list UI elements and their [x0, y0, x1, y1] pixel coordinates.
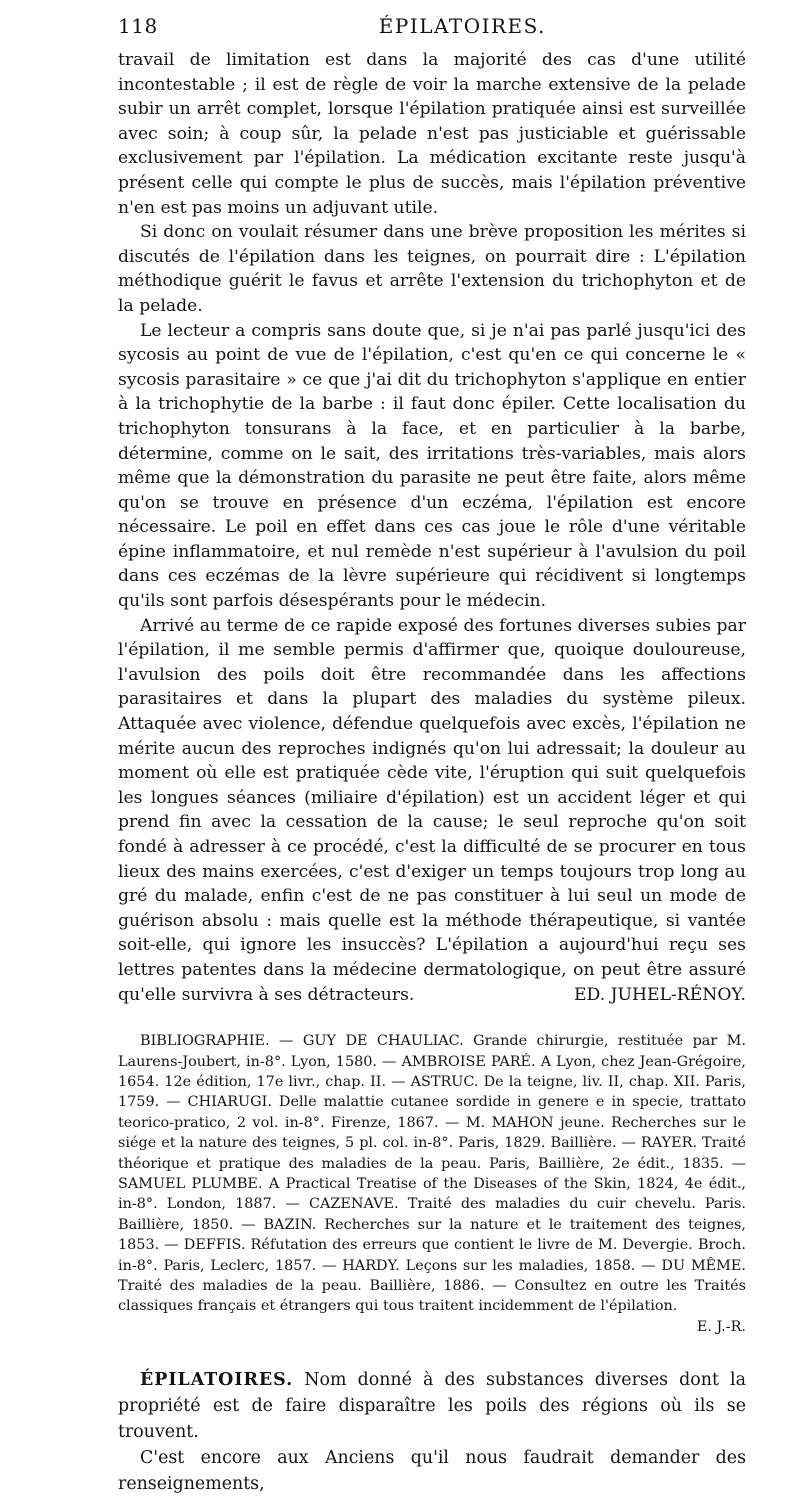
next-entry — [118, 1367, 746, 1497]
entry-headword: ÉPILATOIRES. — [140, 1370, 294, 1391]
article-body — [118, 48, 746, 1007]
entry-text: Nom donné à des substances diverses dont la propriété est de faire disparaître les poils des régions où ils se trouvent. — [118, 1370, 746, 1443]
paragraph: travail de limitation est dans la majorité des cas d'une utilité incontestable ; il est de règle de voir la marche extensive de la pelade subir un arrêt complet, lorsque l'épilation pratiquée ainsi est surveillée avec soin; à coup sûr, la pelade n'est pas justiciable et guérissable exclusivement par l'épilation. La médication excitante reste jusqu'à présent celle qui compte le plus de succès, mais l'épilation préventive n'en est pas moins un adjuvant utile. — [118, 50, 746, 218]
paragraph: Si donc on voulait résumer dans une brève proposition les mérites si discutés de l'épilation dans les teignes, on pourrait dire : L'épilation méthodique guérit le favus et arrête l'extension du trichophyton et de la pelade. — [118, 222, 746, 316]
running-header — [118, 14, 746, 48]
author-signature: ED. JUHEL-RÉNOY. — [574, 984, 746, 1005]
paragraph — [118, 614, 746, 1008]
bibliography-signature: E. J.-R. — [696, 1318, 746, 1335]
paragraph-text: Arrivé au terme de ce rapide exposé des fortunes diverses subies par l'épilation, il me semble permis d'affirmer que, quoique douloureuse, l'avulsion des poils doit être recommandée dans les affections parasitaires et dans la plupart des maladies du système pileux. Attaquée avec violence, défendue quelquefois avec excès, l'épilation ne mérite aucun des reproches indignés qu'on lui adressait; la douleur au moment où elle est pratiquée cède vite, l'éruption qui suit quelquefois les longues séances (miliaire d'épilation) est un accident léger et qui prend fin avec la cessation de la cause; le seul reproche qu'on soit fondé à adresser à ce procédé, c'est la difficulté de se procurer en tous lieux des mains exercées, c'est d'exiger un temps toujours trop long au gré du malade, enfin c'est de ne pas constituer à lui seul un mode de guérison absolu : mais quelle est la méthode thérapeutique, si vantée soit-elle, qui ignore les insuccès? L'épilation a aujourd'hui reçu ses lettres patentes dans la médecine dermatologique, on peut être assuré qu'elle survivra à ses détracteurs. — [118, 615, 746, 1005]
entry-paragraph — [118, 1367, 746, 1445]
entry-continuation: C'est encore aux Anciens qu'il nous faudrait demander des renseignements, — [118, 1448, 746, 1495]
bibliography-text: BIBLIOGRAPHIE. — GUY DE CHAULIAC. Grande chirurgie, restituée par M. Laurens-Joubert, in-8°. Lyon, 1580. — AMBROISE PARÉ. A Lyon, chez Jean-Grégoire, 1654. 12e édition, 17e livr., chap. II. — ASTRUC. De la teigne, liv. II, chap. XII. Paris, 1759. — CHIARUGI. Delle malattie cutanee sordide in genere e in specie, trattato teorico-pratico, 2 vol. in-8°. Firenze, 1867. — M. MAHON jeune. Recherches sur le siége et la nature des teignes, 5 pl. col. in-8°. Paris, 1829. Baillière. — RAYER. Traité théorique et pratique des maladies de la peau. Paris, Baillière, 2e édit., 1835. — SAMUEL PLUMBE. A Practical Treatise of the Diseases of the Skin, 1824, 4e édit., in-8°. London, 1887. — CAZENAVE. Traité des maladies du cuir chevelu. Paris. Baillière, 1850. — BAZIN. Recherches sur la nature et le traitement des teignes, 1853. — DEFFIS. Réfutation des erreurs que contient le livre de M. Devergie. Broch. in-8°. Paris, Leclerc, 1857. — HARDY. Leçons sur les maladies, 1858. — DU MÊME. Traité des maladies de la peau. Baillière, 1886. — Consultez en outre les Traités classiques français et étrangers qui tous traitent incidemment de l'épilation. E. J.-R. — [118, 1031, 746, 1317]
paragraph: Le lecteur a compris sans doute que, si je n'ai pas parlé jusqu'ici des sycosis au point de vue de l'épilation, c'est qu'en ce qui concerne le « sycosis parasitaire » ce que j'ai dit du trichophyton s'applique en entier à la trichophytie de la barbe : il faut donc épiler. Cette localisation du trichophyton tonsurans à la face, et en particulier à la barbe, détermine, comme on le sait, des irritations très-variables, mais alors même que la démonstration du parasite ne peut être faite, alors même qu'on se trouve en présence d'un eczéma, l'épilation est encore nécessaire. Le poil en effet dans ces cas joue le rôle d'une véritable épine inflammatoire, et nul remède n'est supérieur à l'avulsion du poil dans ces eczémas de la lèvre supérieure qui récidivent si longtemps qu'ils sont parfois désespérants pour le médecin. — [118, 320, 746, 612]
bibliography — [118, 1031, 746, 1337]
running-title: ÉPILATOIRES. — [378, 14, 546, 38]
page-number: 118 — [118, 14, 158, 38]
